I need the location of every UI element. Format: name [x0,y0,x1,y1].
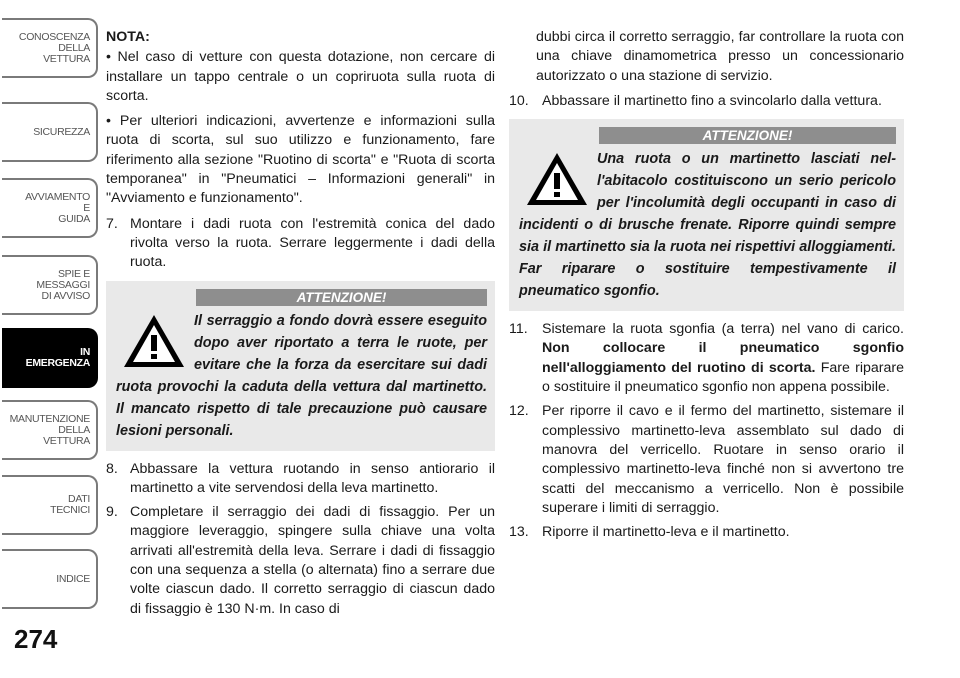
tab-label-line: AVVIAMENTO [25,190,90,203]
sidebar-nav [0,0,100,678]
step-text: Riporre il martinetto-leva e il martinetto. [542,524,790,541]
step-number: 7. [106,215,118,232]
warning-triangle-icon [122,312,186,370]
tab-dati-tecnici[interactable] [2,475,98,535]
warning-text: Una ruota o un martinetto lasciati nell'abitacolo costituiscono un serio pericolo per l'incolumità degli occupanti in caso di incidenti o di brusche frenate. Riporre quindi sempre sia il martinetto sia la ruota nei rispettivi alloggiamenti. Far riparare o sostituire tempestivamente il pneumatico sgonfio. [519,151,896,300]
step-number: 12. [509,403,529,420]
step-number: 11. [509,321,528,338]
tab-label-line: INDICE [56,572,90,585]
step-9 [106,503,495,619]
tab-label-line: DELLA [58,41,90,54]
tab-spie-e-messaggi[interactable] [2,255,98,315]
note-title: NOTA: [106,29,150,45]
step-text: Completare il serraggio dei dadi di fissaggio. Per un maggiore leveraggio, spingere sulla chiave una volta arrivati all'estremità della leva. Serrare i dadi di fissaggio con una sequenza a stella (o alternata) fino a serrare due volte ciascun dado. Il corretto serraggio di ciascun dado di fissaggio è 130 N·m. In caso di [130,504,495,617]
tab-label-line: SICUREZZA [33,125,90,138]
step-number: 10. [509,92,529,109]
step-12 [509,402,904,518]
step-11-followup: Fare riparare o sostituire il pneumatico sgonfio non appena possibile. [542,359,904,396]
step-11 [509,320,904,397]
warning-box [106,281,495,451]
step-text: Per riporre il cavo e il fermo del martinetto, sistemare il complessivo martinetto-leva assemblato sul dado di manovra del verricello. Ruotare in senso orario il complessivo martinetto-leva finché non si avvertono tre scatti del meccanismo a verricello. Non è possibile superare i limiti di serraggio. [542,403,904,516]
note-bullet: • Nel caso di vetture con questa dotazione, non cercare di installare un tappo centrale o un copriruota sulla ruota di scorta. [106,49,495,104]
tab-label-line: VETTURA [43,434,90,447]
step-11-text: Sistemare la ruota sgonfia (a terra) nel vano di carico. [542,321,904,338]
tab-manutenzione-della-vettura[interactable] [2,400,98,460]
step-13 [509,523,904,542]
step-text [542,320,904,397]
tab-label-line: MESSAGGI [36,278,90,291]
step-7 [106,215,495,273]
step-11-emphasis: Non collocare il pneumatico sgonfio nell'alloggiamento del ruotino di scorta. [542,340,904,376]
warning-header: ATTENZIONE! [196,289,487,306]
tab-indice[interactable] [2,549,98,609]
note-bullet: • Per ulteriori indicazioni, avvertenze e informazioni sulla ruota di scorta, sul suo utilizzo e funzionamento, fare riferimento alla sezione "Ruotino di scorta" e "Ruota di scorta temporanea" in "Pneumatici – Informazioni generali" in "Avviamento e funzionamento". [106,113,495,207]
tab-label-line: VETTURA [43,52,90,65]
step-10 [509,92,904,111]
tab-label-line: CONOSCENZA [18,30,90,43]
tab-label-line: EMERGENZA [25,357,90,369]
step-number: 9. [106,504,118,521]
tab-label-line: DI AVVISO [41,289,90,302]
tab-label-line: SPIE E [57,267,90,280]
step-9-continued: dubbi circa il corretto serraggio, far controllare la ruota con una chiave dinamometrica presso un concessionario autorizzato o una stazione di servizio. [536,29,904,84]
tab-in-emergenza[interactable] [2,328,98,388]
page-number: 274 [14,624,58,654]
warning-header: ATTENZIONE! [599,127,896,144]
tab-label-line: DELLA [58,423,90,436]
tab-label-line: TECNICI [50,504,90,516]
step-8 [106,460,495,499]
right-column [509,28,904,547]
tab-label-line: DATI [68,493,90,505]
tab-label-line: IN [80,346,90,358]
left-column [106,28,495,624]
step-text: Abbassare la vettura ruotando in senso antiorario il martinetto a vite servendosi della leva martinetto. [130,460,495,496]
step-text: Abbassare il martinetto fino a svincolarlo dalla vettura. [542,92,882,109]
step-number: 8. [106,460,118,477]
step-text: Montare i dadi ruota con l'estremità conica del dado rivolta verso la ruota. Serrare leggermente i dadi della ruota. [130,215,495,271]
warning-text: Il serraggio a fondo dovrà essere eseguito dopo aver riportato a terra le ruote, per evitare che la forza da esercitare sui dadi ruota provochi la caduta della vettura dal martinetto. Il mancato rispetto di tale precauzione può causare lesioni personali. [116,312,487,439]
tab-label-line: MANUTENZIONE [9,412,90,425]
tab-avviamento-e-guida[interactable] [2,178,98,238]
warning-triangle-icon [525,150,589,208]
warning-box [509,119,904,311]
tab-sicurezza[interactable] [2,102,98,162]
step-number: 13. [509,524,529,541]
tab-conoscenza-della-vettura[interactable] [2,18,98,78]
tab-label-line: E [83,201,90,214]
tab-label-line: GUIDA [58,212,90,225]
